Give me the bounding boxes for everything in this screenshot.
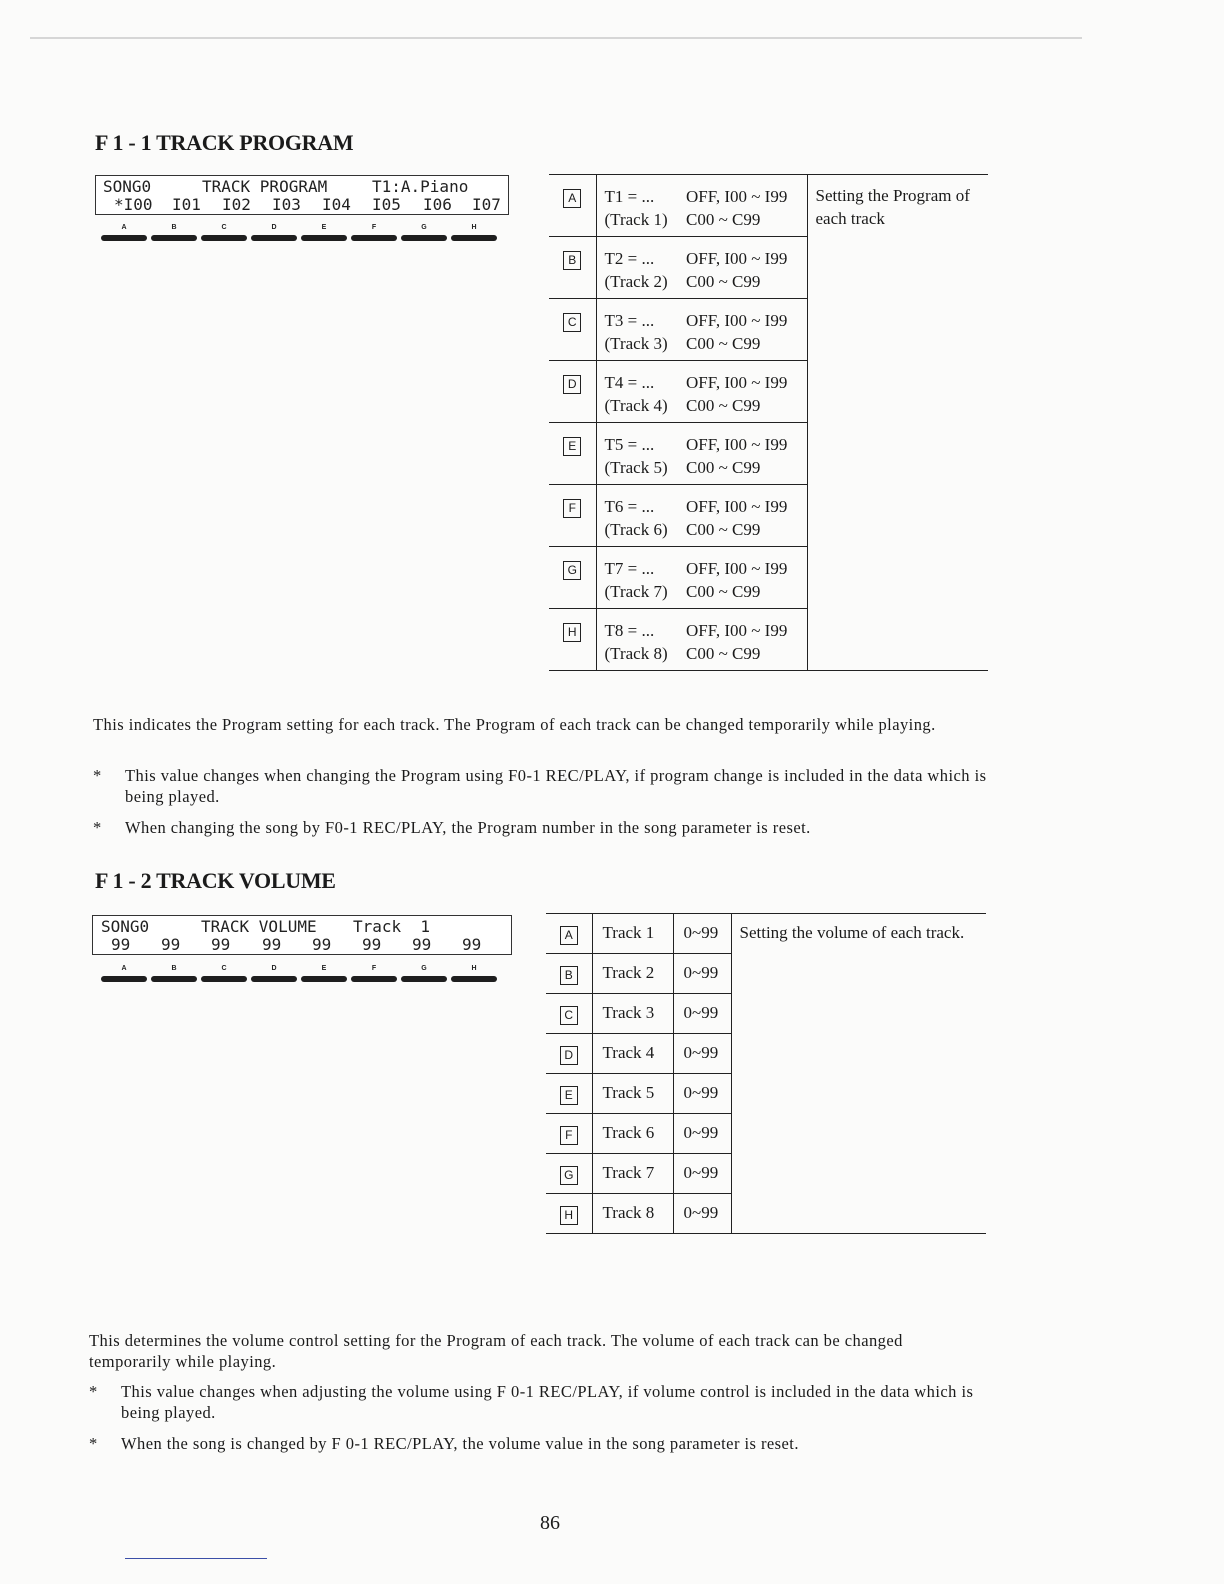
lcd-song: SONG0 [101, 917, 150, 936]
lcd-line-2 [93, 935, 511, 954]
key-cell [549, 175, 596, 237]
soft-key-bar [301, 235, 347, 241]
bullet-text: When the song is changed by F 0-1 REC/PLAY, the volume value in the song parameter is reset. [121, 1434, 799, 1453]
key-cell [549, 609, 596, 671]
param-track: (Track 7) [604, 582, 668, 601]
range-values: C00 ~ C99 [686, 644, 761, 663]
page-number: 86 [540, 1512, 560, 1534]
soft-key-label: E [321, 224, 327, 231]
soft-key-label: B [171, 965, 177, 972]
lcd-value: 99 [412, 935, 432, 954]
lcd-mode: TRACK PROGRAM [202, 177, 328, 196]
lcd-track-info: Track 1 [353, 917, 431, 936]
soft-key-label: G [421, 965, 427, 972]
soft-key-bar [151, 976, 197, 982]
soft-key-bar [201, 235, 247, 241]
key-cell [546, 1194, 592, 1234]
key-box: A [560, 926, 578, 945]
param-cell: Track 2 [592, 954, 673, 994]
lcd-value: 99 [161, 935, 181, 954]
range-values: OFF, I00 ~ I99 [686, 621, 788, 640]
lcd-value: 99 [462, 935, 482, 954]
bullet-mark: * [93, 766, 102, 785]
soft-key-bar [401, 976, 447, 982]
key-box: B [563, 251, 581, 270]
range-cell: 0~99 [673, 1154, 731, 1194]
top-rule [30, 37, 1082, 39]
param-track: (Track 8) [604, 644, 668, 663]
param-name: T3 = ... [604, 311, 655, 330]
lcd-value: I01 [172, 195, 201, 214]
param-name: T2 = ... [604, 249, 655, 268]
param-name: T8 = ... [604, 621, 655, 640]
key-box: E [563, 437, 581, 456]
param-name: T7 = ... [604, 559, 655, 578]
key-box: G [560, 1166, 578, 1185]
soft-key-d[interactable] [251, 224, 297, 246]
param-cell [596, 237, 684, 299]
track-program-bullet-2 [93, 817, 998, 839]
lcd-value: 99 [362, 935, 382, 954]
param-cell: Track 4 [592, 1034, 673, 1074]
soft-key-label: C [221, 965, 227, 972]
soft-key-label: H [471, 224, 477, 231]
track-volume-bullet-2 [89, 1433, 994, 1455]
range-values: OFF, I00 ~ I99 [686, 187, 788, 206]
range-cell [684, 361, 807, 423]
range-values: OFF, I00 ~ I99 [686, 497, 788, 516]
key-cell [549, 423, 596, 485]
soft-key-bar [401, 235, 447, 241]
soft-key-row-track-volume [101, 965, 501, 987]
section-title-track-volume: F 1 - 2 TRACK VOLUME [95, 868, 336, 893]
param-name: T6 = ... [604, 497, 655, 516]
lcd-value: 99 [262, 935, 282, 954]
param-cell [596, 175, 684, 237]
lcd-track-info: T1:A.Piano [372, 177, 469, 196]
range-cell: 0~99 [673, 1034, 731, 1074]
param-track: (Track 2) [604, 272, 668, 291]
section-title-track-program: F 1 - 1 TRACK PROGRAM [95, 130, 354, 155]
range-values: C00 ~ C99 [686, 520, 761, 539]
lcd-display-track-volume [92, 915, 512, 955]
soft-key-b[interactable] [151, 224, 197, 246]
soft-key-c[interactable] [201, 965, 247, 987]
soft-key-bar [251, 976, 297, 982]
soft-key-label: F [371, 224, 377, 231]
soft-key-label: F [371, 965, 377, 972]
soft-key-bar [351, 976, 397, 982]
key-cell [549, 485, 596, 547]
soft-key-label: D [271, 965, 277, 972]
param-cell: Track 8 [592, 1194, 673, 1234]
range-cell: 0~99 [673, 1194, 731, 1234]
description-cell: Setting the Program of each track [815, 186, 970, 228]
param-cell [596, 547, 684, 609]
soft-key-f[interactable] [351, 224, 397, 246]
range-cell [684, 485, 807, 547]
range-cell [684, 547, 807, 609]
lcd-value: I06 [423, 195, 452, 214]
param-cell [596, 299, 684, 361]
param-track: (Track 4) [604, 396, 668, 415]
key-box: D [560, 1046, 578, 1065]
lcd-line-1 [93, 917, 511, 936]
soft-key-bar [251, 235, 297, 241]
range-cell [684, 299, 807, 361]
param-cell [596, 361, 684, 423]
key-cell [546, 954, 592, 994]
key-box: B [560, 966, 578, 985]
soft-key-a[interactable] [101, 965, 147, 987]
range-cell [684, 237, 807, 299]
bullet-text: This value changes when changing the Program using F0-1 REC/PLAY, if program change is included in the data which is being played. [125, 766, 987, 806]
param-cell: Track 3 [592, 994, 673, 1034]
lcd-song: SONG0 [103, 177, 152, 196]
lcd-value: I02 [222, 195, 251, 214]
lcd-value: 99 [111, 935, 131, 954]
key-cell [549, 361, 596, 423]
soft-key-e[interactable] [301, 965, 347, 987]
bullet-mark: * [93, 818, 102, 837]
param-name: T5 = ... [604, 435, 655, 454]
soft-key-b[interactable] [151, 965, 197, 987]
bullet-text: This value changes when adjusting the volume using F 0-1 REC/PLAY, if volume control is included in the data which is being played. [121, 1382, 974, 1422]
param-track: (Track 6) [604, 520, 668, 539]
soft-key-d[interactable] [251, 965, 297, 987]
range-cell: 0~99 [673, 954, 731, 994]
range-values: C00 ~ C99 [686, 334, 761, 353]
key-box: D [563, 375, 581, 394]
soft-key-label: A [121, 965, 127, 972]
range-cell [684, 175, 807, 237]
key-cell [546, 914, 592, 954]
key-box: C [563, 313, 581, 332]
range-cell: 0~99 [673, 994, 731, 1034]
param-cell: Track 1 [592, 914, 673, 954]
table-row [549, 175, 988, 237]
range-cell: 0~99 [673, 1074, 731, 1114]
range-values: OFF, I00 ~ I99 [686, 435, 788, 454]
param-cell: Track 6 [592, 1114, 673, 1154]
param-name: T1 = ... [604, 187, 655, 206]
range-values: C00 ~ C99 [686, 272, 761, 291]
soft-key-h[interactable] [451, 965, 497, 987]
soft-key-row-track-program [101, 224, 501, 246]
key-box: A [563, 189, 581, 208]
key-cell [546, 1034, 592, 1074]
param-cell: Track 7 [592, 1154, 673, 1194]
soft-key-bar [151, 235, 197, 241]
soft-key-bar [451, 235, 497, 241]
key-cell [546, 1114, 592, 1154]
range-values: OFF, I00 ~ I99 [686, 249, 788, 268]
soft-key-bar [101, 235, 147, 241]
soft-key-g[interactable] [401, 224, 447, 246]
soft-key-g[interactable] [401, 965, 447, 987]
key-cell [546, 1154, 592, 1194]
soft-key-f[interactable] [351, 965, 397, 987]
track-program-bullet-1 [93, 765, 998, 807]
range-values: C00 ~ C99 [686, 582, 761, 601]
lcd-value: I07 [472, 195, 501, 214]
range-values: C00 ~ C99 [686, 210, 761, 229]
soft-key-label: D [271, 224, 277, 231]
key-box: C [560, 1006, 578, 1025]
param-cell [596, 423, 684, 485]
key-box: H [563, 623, 581, 642]
lcd-value: I04 [322, 195, 351, 214]
param-track: (Track 5) [604, 458, 668, 477]
track-program-table [549, 174, 988, 671]
soft-key-label: G [421, 224, 427, 231]
param-track: (Track 1) [604, 210, 668, 229]
description-cell: Setting the volume of each track. [739, 923, 965, 942]
lcd-value: I03 [272, 195, 301, 214]
soft-key-bar [101, 976, 147, 982]
soft-key-label: C [221, 224, 227, 231]
bullet-text: When changing the song by F0-1 REC/PLAY, the Program number in the song parameter is reset. [125, 818, 811, 837]
soft-key-label: H [471, 965, 477, 972]
lcd-mode: TRACK VOLUME [201, 917, 317, 936]
range-cell [684, 423, 807, 485]
lcd-display-track-program [95, 175, 509, 215]
range-values: OFF, I00 ~ I99 [686, 373, 788, 392]
track-volume-paragraph: This determines the volume control setting for the Program of each track. The volume of each track can be changed temporarily while playing. [89, 1331, 903, 1371]
soft-key-c[interactable] [201, 224, 247, 246]
bullet-mark: * [89, 1382, 98, 1401]
track-volume-table [546, 913, 986, 1234]
lcd-value: 99 [312, 935, 332, 954]
range-cell: 0~99 [673, 914, 731, 954]
key-box: E [560, 1086, 578, 1105]
bottom-rule [125, 1558, 267, 1559]
key-cell [549, 299, 596, 361]
soft-key-e[interactable] [301, 224, 347, 246]
param-cell: Track 5 [592, 1074, 673, 1114]
key-box: H [560, 1206, 578, 1225]
key-box: G [563, 561, 581, 580]
soft-key-bar [301, 976, 347, 982]
key-cell [546, 994, 592, 1034]
param-name: T4 = ... [604, 373, 655, 392]
track-volume-bullet-1 [89, 1381, 994, 1423]
range-cell [684, 609, 807, 671]
range-values: OFF, I00 ~ I99 [686, 311, 788, 330]
range-values: OFF, I00 ~ I99 [686, 559, 788, 578]
soft-key-label: A [121, 224, 127, 231]
soft-key-bar [201, 976, 247, 982]
range-values: C00 ~ C99 [686, 458, 761, 477]
soft-key-label: B [171, 224, 177, 231]
param-cell [596, 609, 684, 671]
range-cell: 0~99 [673, 1114, 731, 1154]
soft-key-bar [451, 976, 497, 982]
key-cell [549, 237, 596, 299]
lcd-value: *I00 [114, 195, 153, 214]
lcd-value: 99 [211, 935, 231, 954]
param-track: (Track 3) [604, 334, 668, 353]
key-box: F [560, 1126, 578, 1145]
soft-key-bar [351, 235, 397, 241]
track-program-paragraph: This indicates the Program setting for each track. The Program of each track can be changed temporarily while playing. [93, 715, 936, 734]
param-cell [596, 485, 684, 547]
key-cell [546, 1074, 592, 1114]
key-box: F [563, 499, 581, 518]
soft-key-label: E [321, 965, 327, 972]
soft-key-h[interactable] [451, 224, 497, 246]
table-row [546, 914, 986, 954]
bullet-mark: * [89, 1434, 98, 1453]
lcd-line-2 [96, 195, 508, 214]
lcd-line-1 [96, 177, 508, 196]
soft-key-a[interactable] [101, 224, 147, 246]
range-values: C00 ~ C99 [686, 396, 761, 415]
lcd-value: I05 [372, 195, 401, 214]
key-cell [549, 547, 596, 609]
